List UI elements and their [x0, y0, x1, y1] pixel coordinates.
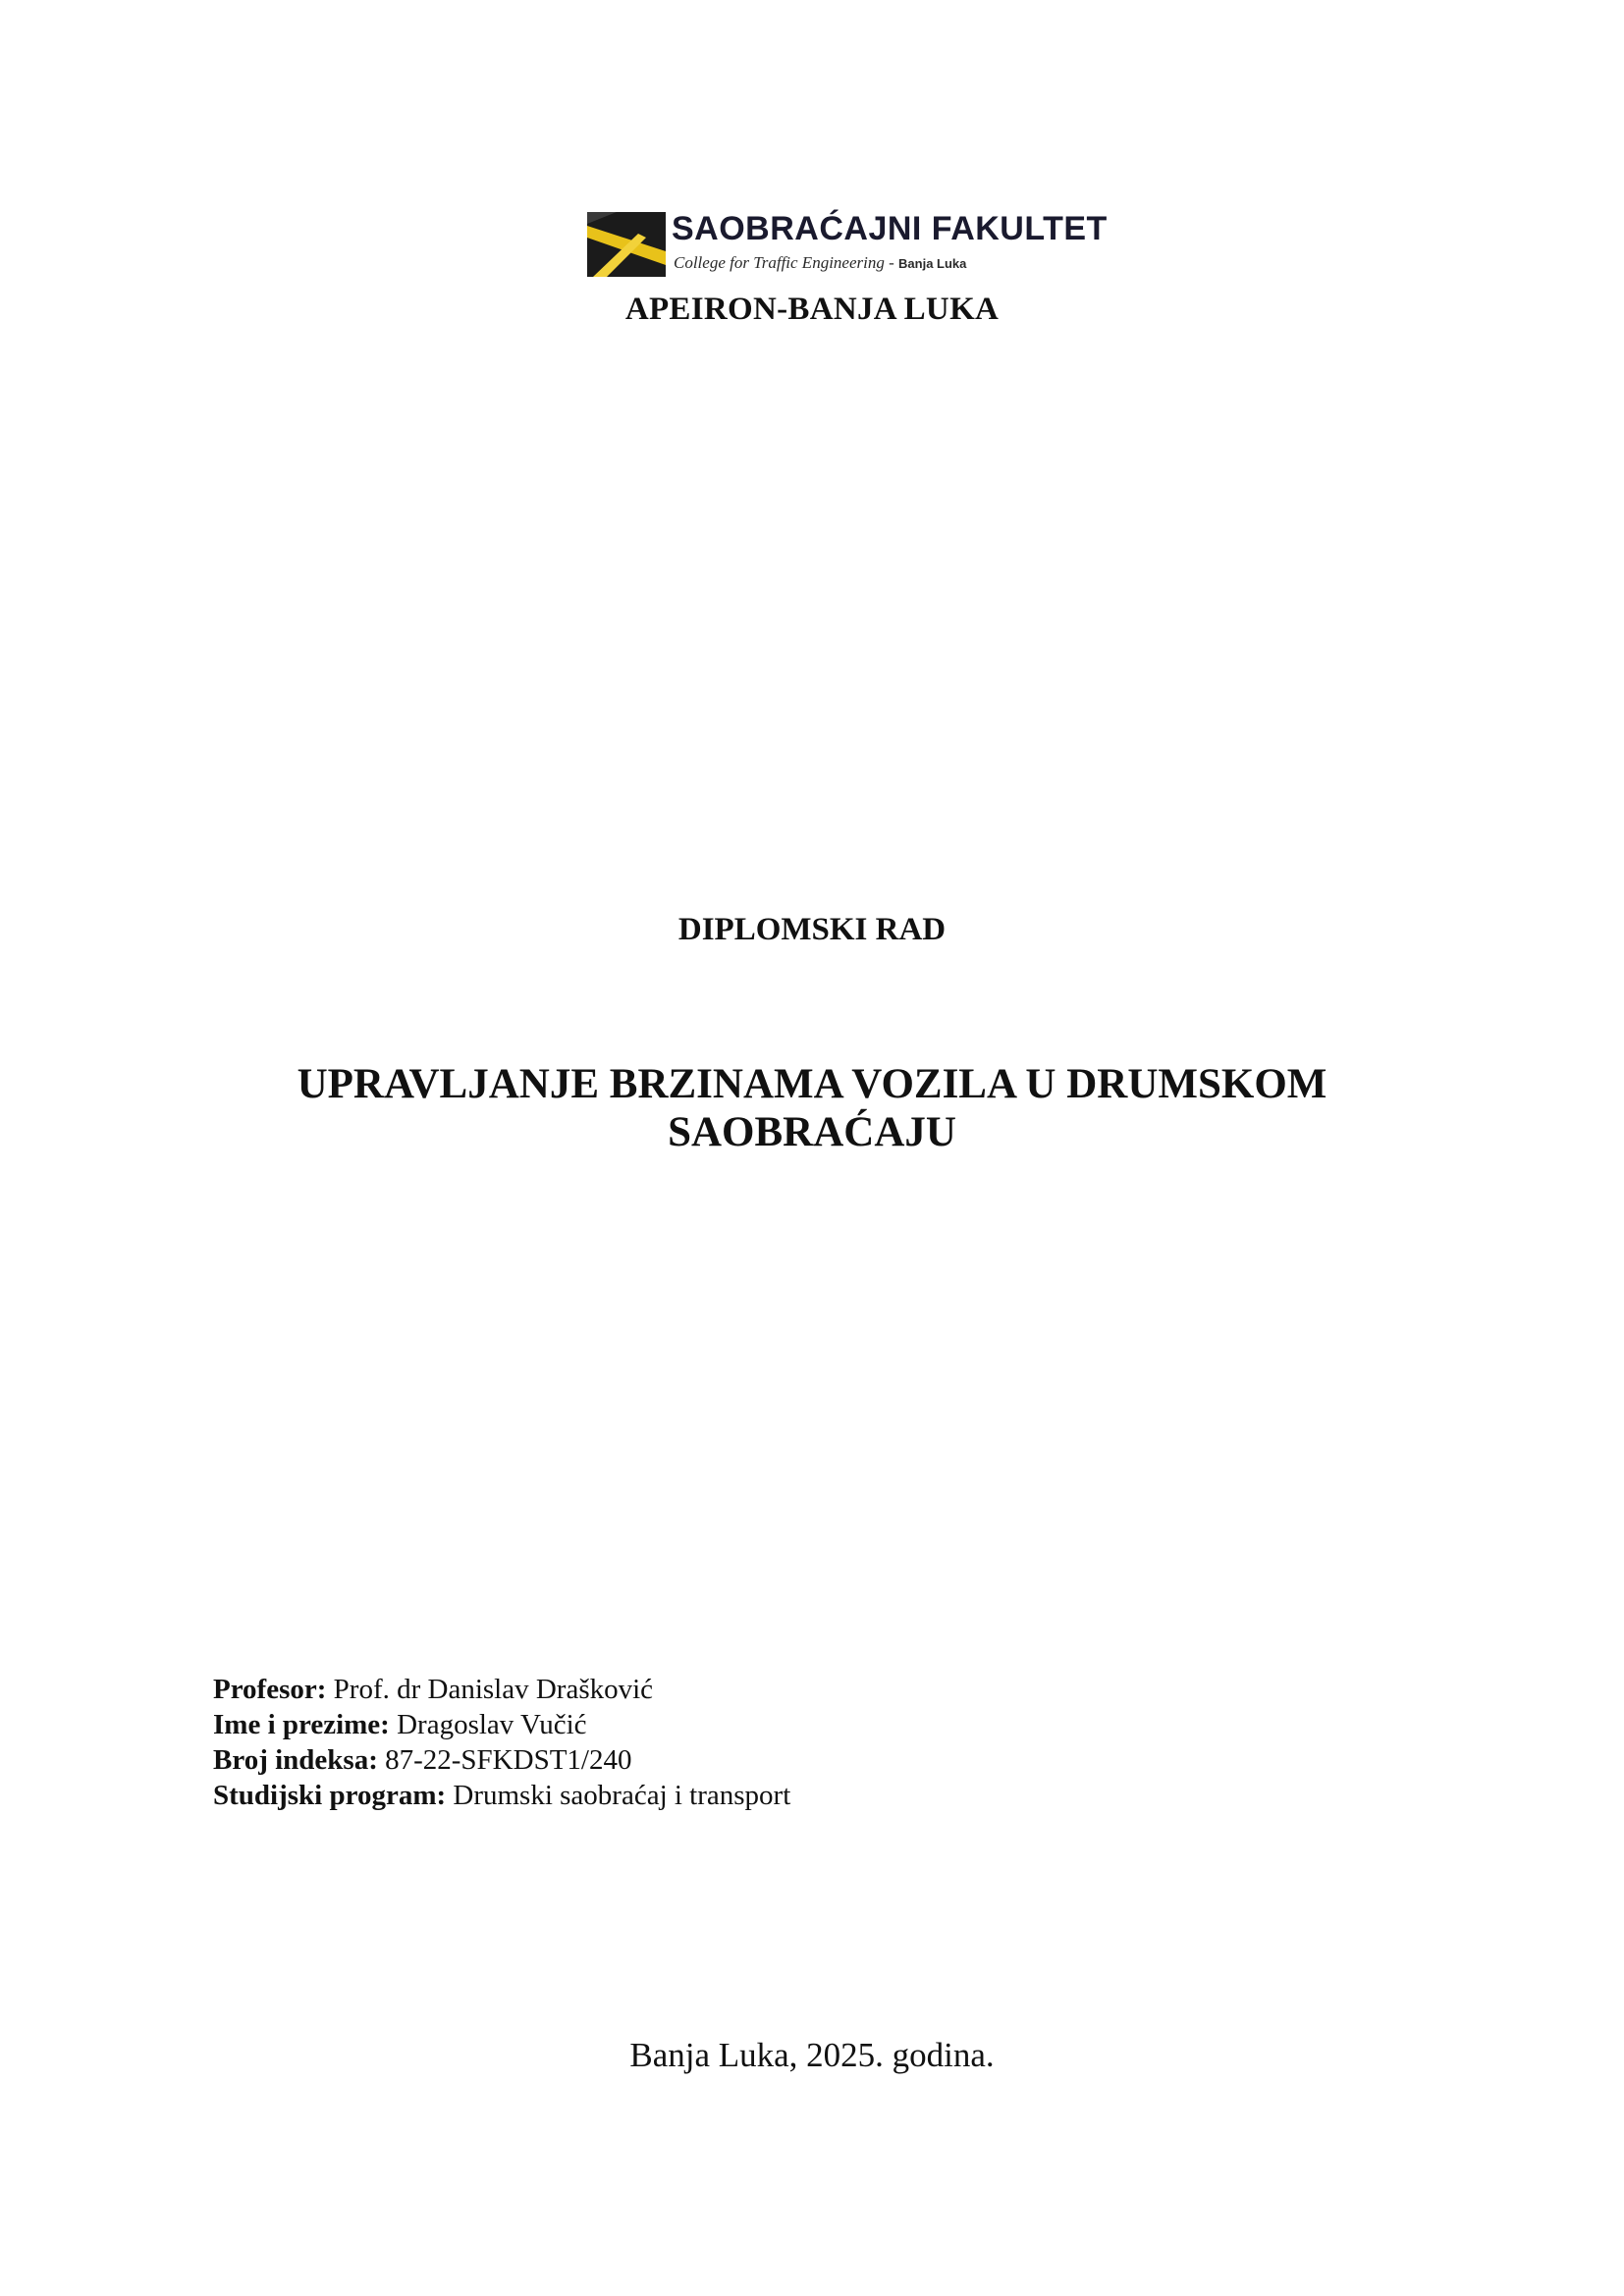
- index-label: Broj indeksa:: [213, 1744, 378, 1776]
- thesis-title: [0, 1060, 1624, 1156]
- institution-name: APEIRON-BANJA LUKA: [624, 292, 1000, 327]
- program-label: Studijski program:: [213, 1780, 447, 1811]
- program-value: Drumski saobraćaj i transport: [453, 1780, 791, 1811]
- thesis-title-line-2: SAOBRAĆAJU: [668, 1109, 956, 1155]
- thesis-title-line-1: UPRAVLJANJE BRZINAMA VOZILA U DRUMSKOM: [297, 1061, 1327, 1107]
- name-row: [213, 1707, 790, 1742]
- name-value: Dragoslav Vučić: [397, 1709, 587, 1740]
- index-value: 87-22-SFKDST1/240: [385, 1744, 632, 1776]
- professor-value: Prof. dr Danislav Drašković: [333, 1674, 654, 1705]
- faculty-logo: [587, 206, 1108, 277]
- student-info: [213, 1672, 790, 1813]
- name-label: Ime i prezime:: [213, 1709, 390, 1740]
- logo-subtitle: College for Traffic Engineering - Banja Luka: [674, 253, 967, 272]
- document-type: DIPLOMSKI RAD: [677, 912, 947, 947]
- logo-title: SAOBRAĆAJNI FAKULTET: [672, 210, 1108, 247]
- road-logo-icon: [587, 212, 666, 277]
- index-row: [213, 1742, 790, 1778]
- professor-row: [213, 1672, 790, 1707]
- program-row: [213, 1778, 790, 1813]
- place-and-date: Banja Luka, 2025. godina.: [629, 2036, 995, 2074]
- professor-label: Profesor:: [213, 1674, 327, 1705]
